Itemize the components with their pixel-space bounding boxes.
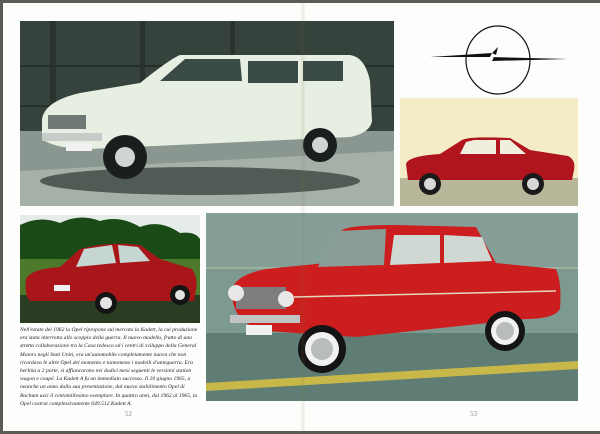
photo-kadett-sedan: [206, 213, 578, 401]
magazine-spread: [3, 3, 600, 431]
photo-kadett-coupe-side: [400, 98, 578, 206]
photo-kadett-caravan: [20, 21, 394, 206]
article-body-text: Nell'estate del 1962 la Opel ripropone sul mercato la Kadett, la cui produzione era stata interrotta allo scoppio della guerra. Il nuovo modello, frutto di una stretta collaborazione tra la Casa tedesca ed i centri di sviluppo della General Motors negli Stati Uniti, era un'automobile completamente nuova che non ricordava le altre Opel del momento e tantomeno i modelli d'anteguerra. Era berlina a 2 porte, si affiancarono nei dodici mesi seguenti le versioni station wagon e coupé. La Kadett A fu un immediato successo. Il 20 giugno 1965, a neanche un anno dalla sua presentazione, dal nuovo stabilimento Opel di Bochum uscì il centomillesimo esemplare. In quattro anni, dal 1962 al 1965, la Opel costruì complessivamente 649.512 Kadett A.: [20, 327, 198, 407]
opel-logo-icon: [426, 23, 574, 97]
photo-kadett-coupe-rear: [20, 215, 200, 323]
page-number-right: 53: [470, 410, 477, 418]
page-number-left: 52: [125, 410, 132, 418]
